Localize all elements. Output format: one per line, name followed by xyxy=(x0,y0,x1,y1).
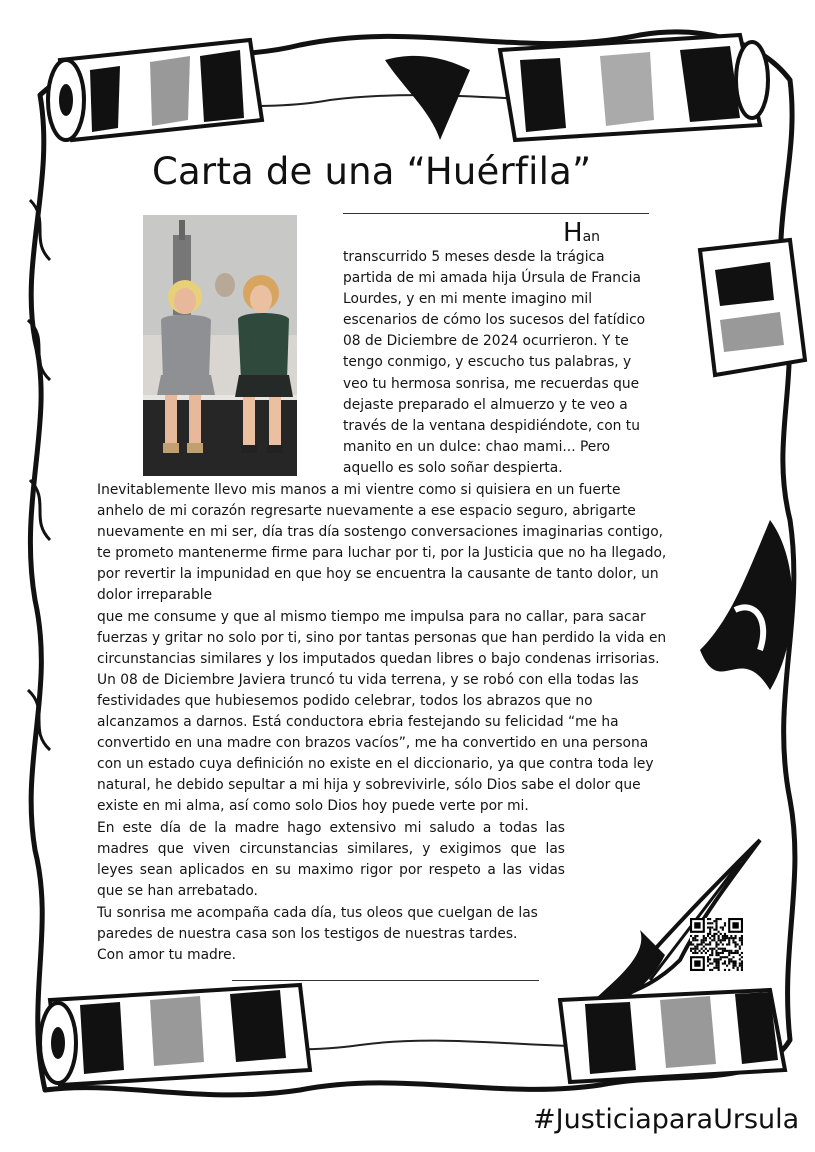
text-line: escenarios de cómo los sucesos del fatídico xyxy=(343,312,646,329)
text-line: natural, he debido sepultar a mi hija y sobrevivirle, sólo Dios sabe el dolor que xyxy=(97,777,641,794)
text-line: veo tu hermosa sonrisa, me recuerdas que xyxy=(343,375,640,392)
text-line: por revertir la impunidad en que hoy se encuentra la causante de tanto dolor, un xyxy=(97,566,659,583)
text-line: alcanzamos a darnos. Está conductora ebria festejando su felicidad “me ha xyxy=(97,714,619,731)
text-line: circunstancias similares y los imputados quedan libres o bajo condenas irrisorias. xyxy=(97,650,660,667)
side-paragraph xyxy=(343,247,673,479)
scroll-bottom-left xyxy=(40,985,310,1085)
text-line: dolor irreparable xyxy=(97,587,213,604)
text-line: nuevamente en mi ser, día tras día sostengo conversaciones imaginarias contigo, xyxy=(97,524,664,541)
qr-code-icon[interactable] xyxy=(690,918,743,971)
text-line: existe en mi alma, así como solo Dios hoy puede verte por mi. xyxy=(97,798,529,815)
closing-paragraph xyxy=(97,903,567,966)
text-line: manito en un dulce: chao mami... Pero xyxy=(343,438,611,455)
text-line: con un estado cuya definición no existe en el diccionario, ya que contra toda ley xyxy=(97,756,654,773)
drop-cap-rest: an xyxy=(582,229,601,245)
hashtag: #JusticiaparaUrsula xyxy=(533,1104,800,1135)
text-line: Tu sonrisa me acompaña cada día, tus oleos que cuelgan de las xyxy=(97,905,538,921)
scroll-right-upper xyxy=(700,240,805,375)
drop-cap-letter: H xyxy=(563,218,583,248)
text-line: que me consume y que al mismo tiempo me impulsa para no callar, para sacar xyxy=(97,608,646,625)
text-line: Un 08 de Diciembre Javiera truncó tu vida terrena, y se robó con ella todas las xyxy=(97,671,639,688)
text-line: anhelo de mi corazón regresarte nuevamente a ese espacio seguro, abrigarte xyxy=(97,503,636,520)
text-line: paredes de nuestra casa son los testigos de nuestras tardes. xyxy=(97,926,518,943)
scroll-top-right xyxy=(500,35,768,140)
text-line: En este día de la madre hago extensivo mi saludo a todas las xyxy=(97,820,565,836)
scroll-bottom-right xyxy=(560,990,785,1082)
horn-right-middle xyxy=(700,520,793,690)
text-line: te prometo mantenerme firme para luchar por ti, por la Justicia que no ha llegado, xyxy=(97,545,667,562)
text-line: que se han arrebatado. xyxy=(97,883,258,900)
top-divider xyxy=(343,213,649,214)
text-line: tengo conmigo, y escucho tus palabras, y xyxy=(343,354,632,371)
signature-line: Con amor tu madre. xyxy=(97,947,237,964)
bottom-divider xyxy=(232,980,539,981)
text-line: aquello es solo soñar despierta. xyxy=(343,459,563,476)
text-line: partida de mi amada hija Úrsula de Francia xyxy=(343,270,641,287)
text-line: transcurrido 5 meses desde la trágica xyxy=(343,249,605,265)
text-line: festividades que hubiesemos podido celebrar, todos los abrazos que no xyxy=(97,692,593,709)
main-paragraph xyxy=(97,480,677,818)
letter-title: Carta de una “Huérfila” xyxy=(152,150,592,193)
text-line: dejaste preparado el almuerzo y te veo a xyxy=(343,396,628,413)
text-line: Lourdes, y en mi mente imagino mil xyxy=(343,291,593,308)
text-line: través de la ventana despidiéndote, con tu xyxy=(343,417,640,434)
mothers-day-paragraph xyxy=(97,818,565,902)
scroll-top-left xyxy=(48,40,262,140)
text-line: Inevitablemente llevo mis manos a mi vientre como si quisiera en un fuerte xyxy=(97,482,621,498)
mother-daughter-photo xyxy=(143,215,297,476)
text-line: fuerzas y gritar no solo por ti, sino por tantas personas que han perdido la vida en xyxy=(97,629,667,646)
text-line: 08 de Diciembre de 2024 ocurrieron. Y te xyxy=(343,333,629,350)
text-line: convertido en una madre con brazos vacíos”, me ha convertido en una persona xyxy=(97,735,649,752)
text-line: madres que viven circunstancias similares, y exigimos que las xyxy=(97,841,565,858)
text-line: leyes sean aplicados en su maximo rigor por respeto a las vidas xyxy=(97,862,565,879)
